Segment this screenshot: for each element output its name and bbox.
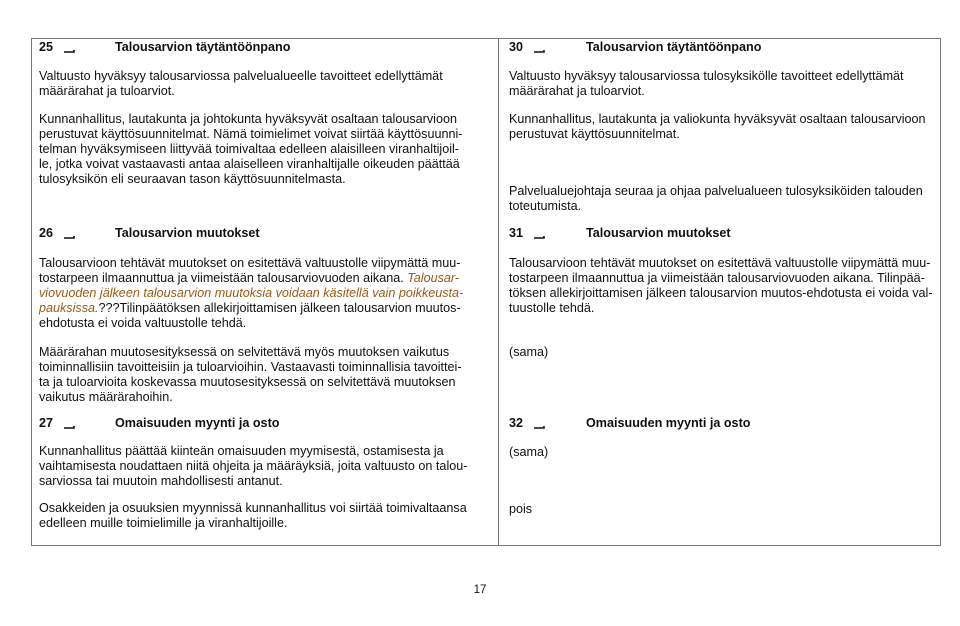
section-number: 30 [509,40,524,54]
section-title: Talousarvion muutokset [115,226,260,240]
page-number: 17 [473,584,487,596]
section-title: Talousarvion täytäntöönpano [586,40,762,54]
paragraph: Määrärahan muutosesityksessä on selvitettävä myös muutoksen vaikutus toiminnallisiin tavoitteisiin ja tuloarvioihin. Vastaavasti toiminnallisia tavoittei- ta ja tuloarvioita koskevassa muutosesityksessä on selvitettävä muutoksen vaikutus määrärahoihin. [39,345,462,404]
section-number: 25 [39,40,54,54]
section-title: Talousarvion täytäntöönpano [115,40,291,54]
underscore-mark-icon [63,417,75,429]
underscore-mark-icon [533,227,545,239]
section-heading-31 [509,226,934,241]
paragraph: Osakkeiden ja osuuksien myynnissä kunnanhallitus voi siirtää toimivaltaansa edelleen muille toimielimille ja viranhaltijoille. [39,501,467,530]
paragraph [39,256,469,331]
paragraph: Valtuusto hyväksyy talousarviossa tulosyksikölle tavoitteet edellyttämät määrärahat ja tuloarviot. [509,69,904,98]
paragraph: Palvelualuejohtaja seuraa ja ohjaa palvelualueen tulosyksiköiden talouden toteutumista. [509,184,923,213]
section-number: 26 [39,226,54,240]
underscore-mark-icon [63,41,75,53]
column-divider [498,39,499,545]
paragraph: Kunnanhallitus päättää kiinteän omaisuuden myymisestä, ostamisesta ja vaihtamisesta noudattaen niitä ohjeita ja määräyksiä, joita valtuusto on talou- sarviossa tai muutoin mahdollisesti antanut. [39,444,468,488]
section-title: Omaisuuden myynti ja osto [586,416,751,430]
paragraph: Valtuusto hyväksyy talousarviossa palvelualueelle tavoitteet edellyttämät määrärahat ja tuloarviot. [39,69,443,98]
paragraph-text: ???Tilinpäätöksen allekirjoittamisen jälkeen talousarvion muutos- ehdotusta ei voida valtuustolle tehdä. [39,301,461,330]
section-number: 31 [509,226,524,240]
section-title: Talousarvion muutokset [586,226,731,240]
paragraph-text: Talousarvioon tehtävät muutokset on esitettävä valtuustolle viipymättä muu- tostarpeen ilmaannuttua ja viimeistään talousarviovuoden aikana. [39,256,461,285]
underscore-mark-icon [63,227,75,239]
underscore-mark-icon [533,41,545,53]
paragraph: (sama) [509,445,549,459]
section-heading-30 [509,40,934,55]
section-number: 32 [509,416,524,430]
paragraph: (sama) [509,345,549,359]
section-number: 27 [39,416,54,430]
section-heading-32 [509,416,934,431]
underscore-mark-icon [533,417,545,429]
paragraph: Talousarvioon tehtävät muutokset on esitettävä valtuustolle viipymättä muu- tostarpeen ilmaannuttua ja viimeistään talousarviovuoden aikana. Tilinpää- töksen allekirjoittamisen jälkeen talousarvion muutos-ehdotusta ei voida val- tuustolle tehdä. [509,256,933,315]
section-heading-25 [39,40,469,55]
paragraph: Kunnanhallitus, lautakunta ja johtokunta hyväksyvät osaltaan talousarvioon perustuvat käyttösuunnitelmat. Nämä toimielimet voivat siirtää käyttösuunni- telman hyväksymiseen liittyvää toimivaltaa edelleen alaisilleen viranhaltijoil- le, jotka voivat vastaavasti antaa alaiselleen viranhaltijalle oikeuden päättää tulosyksikön eli seuraavan tason käyttösuunnitelmasta. [39,112,463,186]
section-title: Omaisuuden myynti ja osto [115,416,280,430]
section-heading-27 [39,416,469,431]
paragraph: Kunnanhallitus, lautakunta ja valiokunta hyväksyvät osaltaan talousarvioon perustuvat käyttösuunnitelmat. [509,112,926,141]
document-table [31,38,941,546]
paragraph: pois [509,502,533,516]
section-heading-26 [39,226,469,241]
italic-note: Talousar- viovuoden jälkeen talousarvion muutoksia voidaan käsitellä vain poikkeusta- pauksissa. [39,271,464,315]
